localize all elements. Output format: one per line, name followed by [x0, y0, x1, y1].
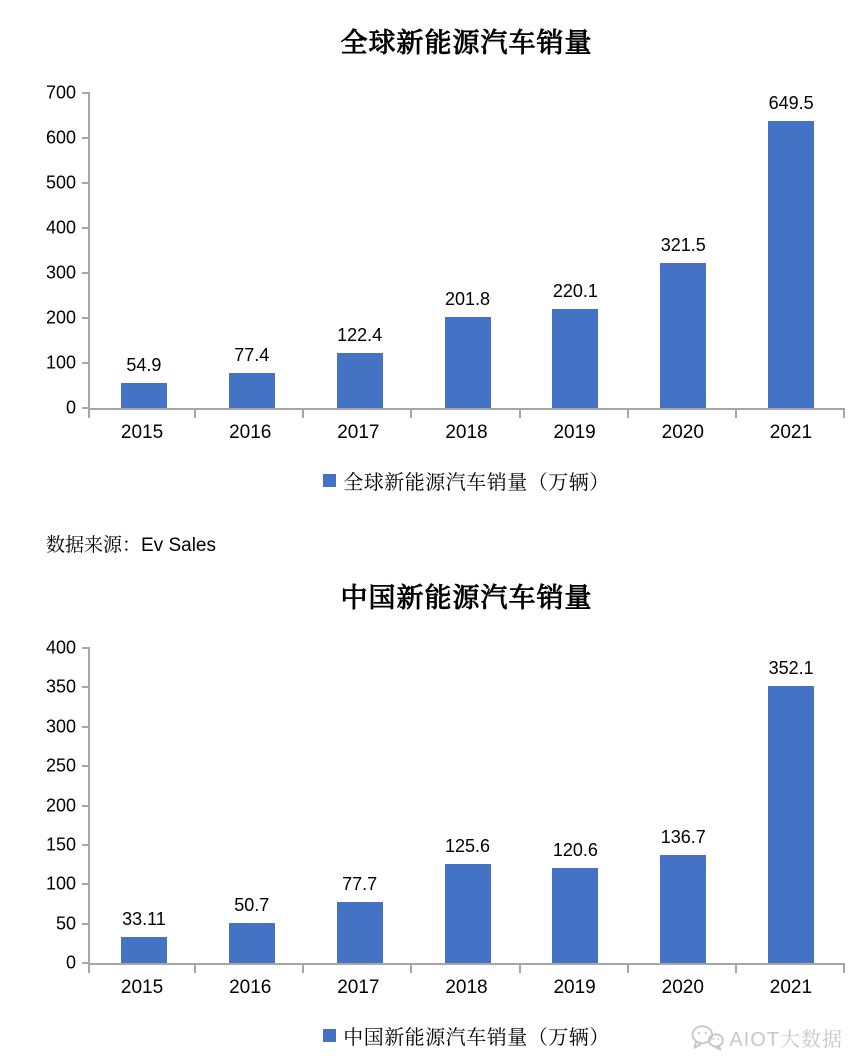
- bar: [445, 864, 491, 963]
- plot-column: [88, 648, 845, 999]
- y-axis-line: [88, 963, 90, 973]
- x-tick-mark: [196, 410, 304, 418]
- x-axis-labels: [88, 977, 845, 999]
- bar-column: [198, 648, 306, 963]
- x-tick-mark: [88, 965, 196, 973]
- bar: [768, 686, 814, 963]
- y-tick-mark: [82, 227, 90, 229]
- y-axis-tick-label: 100: [45, 352, 76, 373]
- x-axis-labels: [88, 422, 845, 444]
- bar-value-label: 54.9: [126, 355, 162, 376]
- legend-marker: [323, 474, 336, 487]
- legend-row: [88, 466, 845, 495]
- y-tick-mark: [82, 923, 90, 925]
- y-tick-mark: [82, 407, 90, 409]
- x-axis-ticks: [88, 410, 845, 418]
- legend-label: 全球新能源汽车销量（万辆）: [343, 472, 610, 494]
- y-tick-mark: [82, 92, 90, 94]
- bar-column: [521, 93, 629, 408]
- legend-row: [88, 1021, 845, 1050]
- bar-value-label: 50.7: [234, 895, 270, 916]
- y-tick-mark: [82, 805, 90, 807]
- y-tick-mark: [82, 765, 90, 767]
- china-sales-chart: [24, 581, 845, 1050]
- chart-title: 中国新能源汽车销量: [340, 583, 593, 613]
- y-axis-tick-label: 100: [45, 873, 76, 894]
- bar: [337, 902, 383, 963]
- global-sales-chart: [24, 26, 845, 495]
- bar: [337, 353, 383, 408]
- x-tick-mark: [412, 965, 520, 973]
- y-axis-tick-label: 350: [45, 676, 76, 697]
- y-tick-mark: [82, 726, 90, 728]
- y-axis-tick-label: 250: [45, 755, 76, 776]
- bar-column: [198, 93, 306, 408]
- chart-body: [24, 637, 845, 999]
- bar-value-label: 352.1: [768, 657, 814, 678]
- x-tick-mark: [737, 965, 845, 973]
- y-axis-tick-label: 700: [45, 82, 76, 103]
- bar-value-label: 136.7: [660, 827, 706, 848]
- x-axis-label: 2021: [769, 977, 813, 998]
- bar: [552, 868, 598, 963]
- bar: [121, 937, 167, 963]
- y-tick-mark: [82, 272, 90, 274]
- y-axis: [24, 82, 88, 444]
- bar-column: [90, 648, 198, 963]
- x-tick-mark: [629, 965, 737, 973]
- x-axis-label: 2020: [661, 977, 704, 998]
- x-axis-label: 2018: [445, 422, 488, 443]
- bar-value-label: 120.6: [552, 840, 598, 861]
- legend: [323, 466, 610, 495]
- x-tick-mark: [737, 410, 845, 418]
- y-tick-mark: [82, 686, 90, 688]
- bar-value-label: 77.4: [234, 345, 270, 366]
- x-axis-label: 2020: [661, 422, 704, 443]
- plot-area: [88, 648, 845, 965]
- y-axis-tick-label: 200: [45, 795, 76, 815]
- plot-column: [88, 93, 845, 444]
- x-axis-label: 2017: [337, 422, 380, 443]
- x-axis-label: 2015: [120, 422, 164, 443]
- y-axis-tick-label: 200: [45, 307, 76, 328]
- x-tick-mark: [521, 410, 629, 418]
- bar-column: [90, 93, 198, 408]
- watermark: [690, 1023, 843, 1052]
- x-axis-ticks: [88, 965, 845, 973]
- y-axis-tick-label: 50: [55, 913, 76, 934]
- bar-column: [521, 648, 629, 963]
- x-axis-label: 2016: [229, 422, 272, 443]
- y-tick-mark: [82, 182, 90, 184]
- x-tick-mark: [88, 410, 196, 418]
- bar: [445, 317, 491, 408]
- watermark-label: AIOT大数据: [729, 1029, 843, 1051]
- x-tick-mark: [304, 965, 412, 973]
- bar-value-label: 201.8: [444, 289, 491, 310]
- bar: [552, 309, 598, 408]
- bar-column: [306, 93, 414, 408]
- x-axis-label: 2017: [337, 977, 380, 998]
- bar-column: [629, 648, 737, 963]
- x-axis-label: 2018: [445, 977, 488, 998]
- y-tick-mark: [82, 844, 90, 846]
- bar-column: [414, 93, 522, 408]
- x-tick-mark: [521, 965, 629, 973]
- y-tick-mark: [82, 362, 90, 364]
- bar: [121, 383, 167, 408]
- y-tick-mark: [82, 317, 90, 319]
- y-axis-tick-label: 300: [45, 716, 76, 737]
- bar-column: [737, 648, 845, 963]
- y-axis-tick-label: 600: [45, 127, 76, 148]
- plot-area: [88, 93, 845, 410]
- y-axis-tick-label: 400: [45, 217, 76, 238]
- bar: [660, 263, 706, 408]
- bar-value-label: 220.1: [552, 280, 598, 301]
- y-axis-tick-label: 300: [45, 262, 76, 283]
- x-axis-label: 2015: [120, 977, 164, 998]
- y-axis-tick-label: 0: [65, 397, 76, 418]
- y-axis-tick-label: 0: [65, 952, 76, 973]
- bar-value-label: 125.6: [444, 836, 491, 857]
- x-axis-label: 2016: [229, 977, 272, 998]
- bar-column: [629, 93, 737, 408]
- bar: [660, 855, 706, 963]
- bar: [229, 923, 275, 963]
- y-axis-line: [88, 408, 90, 418]
- bar: [229, 373, 275, 408]
- x-axis-label: 2019: [553, 422, 596, 443]
- source-note: 数据来源：Ev Sales: [46, 535, 216, 556]
- bar-value-label: 321.5: [660, 235, 706, 256]
- y-tick-mark: [82, 137, 90, 139]
- y-axis-tick-label: 150: [45, 834, 76, 855]
- chart-title: 全球新能源汽车销量: [340, 28, 593, 58]
- x-tick-mark: [196, 965, 304, 973]
- x-tick-mark: [412, 410, 520, 418]
- x-tick-mark: [629, 410, 737, 418]
- y-axis-tick-label: 500: [45, 172, 76, 193]
- y-tick-mark: [82, 962, 90, 964]
- legend: [323, 1021, 610, 1050]
- x-axis-label: 2019: [553, 977, 596, 998]
- y-axis: [24, 637, 88, 999]
- y-tick-mark: [82, 883, 90, 885]
- bar: [768, 121, 814, 408]
- bar-value-label: 77.7: [342, 873, 378, 894]
- y-tick-mark: [82, 647, 90, 649]
- chart-body: [24, 82, 845, 444]
- legend-marker: [323, 1029, 336, 1042]
- bar-column: [737, 93, 845, 408]
- legend-label: 中国新能源汽车销量（万辆）: [343, 1027, 610, 1049]
- bar-column: [306, 648, 414, 963]
- bar-value-label: 33.11: [122, 908, 166, 929]
- y-axis-tick-label: 400: [45, 637, 76, 658]
- wechat-icon: [690, 1024, 724, 1052]
- bar-value-label: 649.5: [768, 93, 814, 113]
- x-axis-label: 2021: [769, 422, 813, 443]
- bar-column: [414, 648, 522, 963]
- x-tick-mark: [304, 410, 412, 418]
- bar-value-label: 122.4: [337, 324, 383, 345]
